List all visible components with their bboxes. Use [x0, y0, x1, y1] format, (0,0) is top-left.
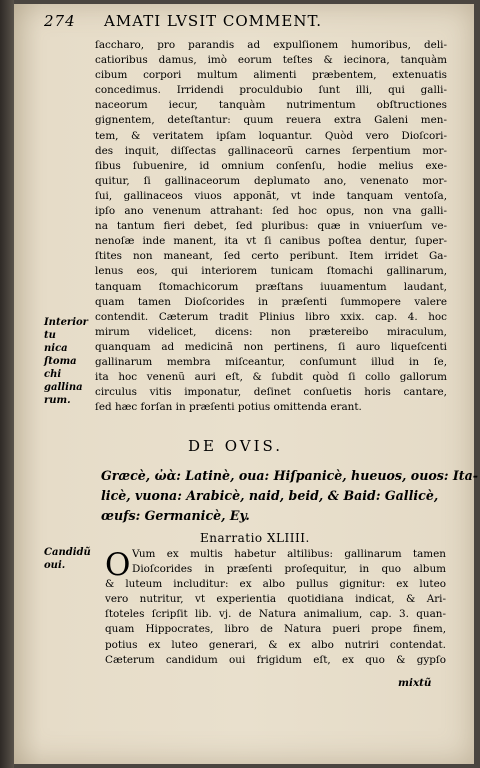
catchword: mixtũ [398, 677, 432, 689]
text-line: tanquam ſtomachicorum præſtans iuuamentum laudant, [95, 280, 447, 293]
text-line: circulus vitis imponatur, deſinet conſuetis horis cantare, [95, 386, 447, 399]
margin-note-candidum [44, 546, 102, 572]
running-title: AMATI LVSIT COMMENT. [104, 12, 323, 30]
text-line: tem, & veritatem ipſam loquantur. Quòd vero Dioſcori- [95, 129, 447, 142]
drop-capital: O [105, 547, 131, 583]
text-line: ita hoc venenũ auri eſt, & ſubdit quòd ſi collo gallorum [95, 371, 447, 384]
names-line: œufs: Germanicè, Ey. [101, 508, 250, 523]
text-line: nenoſæ inde manent, ita vt ſi canibus poſtea dentur, ſuper- [95, 235, 447, 248]
text-line: quam tamen Dioſcorides in præſenti ſummopere valere [95, 295, 447, 308]
book-gutter [0, 0, 14, 768]
text-line: vero nutritur, vt experientia quotidiana indicat, & Ari- [105, 593, 446, 606]
text-line: Dioſcorides in præſenti proſequitur, in quo album [132, 563, 446, 576]
margin-note-line: oui. [44, 560, 66, 571]
text-line: gallinarum membra miſceantur, conſumunt illud in ſe, [95, 355, 447, 368]
names-line: licè, vuona: Arabicè, naid, beid, & Baid: Gallicè, [101, 488, 439, 503]
page-number: 274 [44, 12, 76, 30]
section-title: DE OVIS. [188, 437, 284, 455]
text-line: ſtites non maneant, ſed certo peribunt. Item irridet Ga- [95, 250, 447, 263]
margin-note-line: rum. [44, 395, 71, 406]
text-line: ſibus ſubuenire, id omnium conſenſu, hodie melius exe- [95, 159, 447, 172]
text-line: gignentem, deteſtantur: quum reuera extra Galeni men- [95, 114, 447, 127]
text-line: ſaccharo, pro parandis ad expulſionem humoribus, deli- [95, 39, 447, 51]
text-line: Cæterum candidum oui frigidum eſt, ex quo & gypſo [105, 653, 446, 666]
body-text-top [95, 38, 447, 415]
names-line: Græcè, ὠὰ: Latinè, oua: Hiſpanicè, hueuos, ouos: Ita- [101, 468, 478, 483]
text-line: contendit. Cæterum tradit Plinius libro xxix. cap. 4. hoc [95, 310, 447, 323]
page-header [44, 12, 444, 34]
body-text-bottom [105, 547, 446, 668]
text-line: na tantum fieri debet, ſed pluribus: quæ in vniuerſum ve- [95, 220, 447, 233]
text-line: Vum ex multis habetur altilibus: gallinarum tamen [132, 548, 446, 560]
margin-note-line: chi gallina [44, 369, 83, 393]
text-line: quam Hippocrates, libro de Natura pueri prope finem, [105, 623, 446, 636]
margin-note-line: nica ſtoma [44, 343, 77, 367]
text-line: quanquam ad medicinã non pertinens, ſi auro liqueſcenti [95, 340, 447, 353]
text-line: & luteum includitur: ex albo pullus gignitur: ex luteo [105, 578, 446, 591]
text-line: quitur, ſi gallinaceorum deplumato ano, venenato mor- [95, 174, 447, 187]
text-line: potius ex luteo generari, & ex albo nutriri contendat. [105, 638, 446, 651]
text-line: des inquit, diſſectas gallinaceorũ carnes ſerpentium mor- [95, 144, 447, 157]
text-line: mirum videlicet, dicens: non prætereibo miraculum, [95, 325, 447, 338]
text-line: concedimus. Irridendi proculdubio ſunt illi, qui galli- [95, 84, 447, 97]
text-line: naceorum iecur, tanquàm nutrimentum obſtructiones [95, 99, 447, 112]
margin-note-line: Interior tu [44, 317, 88, 341]
text-line: ſui, gallinaceos viuos apponãt, vt inde tanquam ventoſa, [95, 189, 447, 202]
text-line: ſed hæc forſan in præſenti potius omittenda erant. [95, 401, 362, 414]
text-line: cibum corpori multum alimenti præbentem, extenuatis [95, 69, 447, 82]
margin-note-interior-tunica [44, 316, 102, 407]
vernacular-names [101, 466, 478, 526]
text-line: ſtoteles ſcripſit lib. vj. de Natura animalium, cap. 3. quan- [105, 608, 446, 621]
margin-note-line: Candidũ [44, 547, 91, 558]
enarratio-heading: Enarratio XLIIII. [200, 531, 310, 545]
text-line: ipſo ano venenum attrahant: ſed hoc opus, non vna galli- [95, 205, 447, 218]
text-line: catioribus damus, imò eorum teſtes & iecinora, tanquàm [95, 54, 447, 67]
text-line: lenus eos, qui interiorem tunicam ſtomachi gallinarum, [95, 265, 447, 278]
